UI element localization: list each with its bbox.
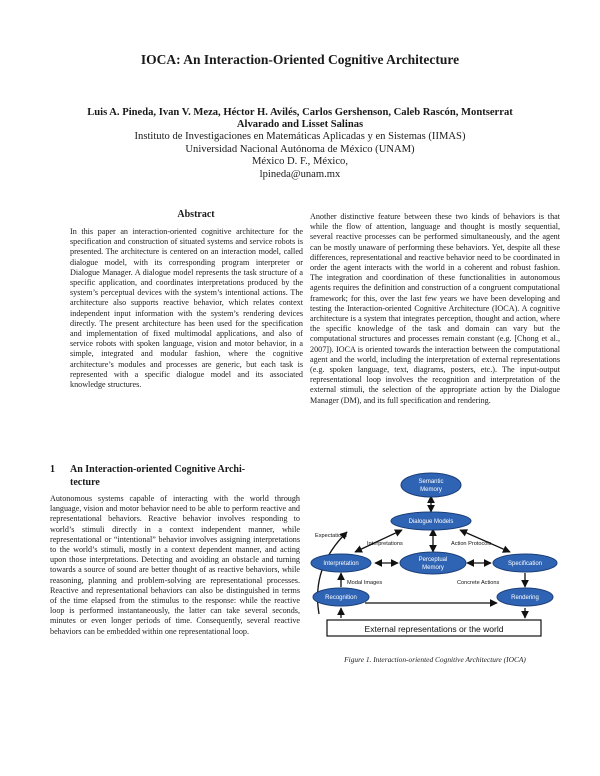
affiliation-university: Universidad Nacional Autónoma de México (UNAM): [185, 143, 415, 155]
affiliation-city: México D. F., México,: [252, 156, 348, 167]
right-column-text: Another distinctive feature between these two kinds of behaviors is that while the flow of attention, language and thought is mostly sequential, several reactive processes can be performed simultaneously, and the agent can be mostly unaware of performing these behaviors. Yet, despite all these differences, representational and reactive behavior need to be coordinated in order the agent interacts with the world in a coherent and robust fashion. The integration and coordination of these functionalities in autonomous agents requires the definition and construction of a congruent computational framework; for this, over the last few years we have been developing and testing the Interaction-oriented Cognitive Architecture (IOCA). A cognitive architecture is a system that integrates perception, thought and action, where the specific knowledge of the task and domain can vary but the computational structures and processes remain constant (e.g. [Chong et al., 2007]). IOCA is oriented towards the interaction between the computational agent and the world, including the interpretation of external representations (e.g. spoken language, text, diagrams, posters, etc.). The input-output representational loop involves the recognition and interpretation of the external stimuli, the selection of the appropriate action by the Dialogue Manager (DM), and its full specification and rendering.: [310, 212, 560, 405]
semantic-memory-node: [401, 473, 461, 497]
semantic-memory-label-2: Memory: [420, 487, 442, 493]
author-list: Luis A. Pineda, Ivan V. Meza, Héctor H. Avilés, Carlos Gershenson, Caleb Rascón, Montserrat Alvarado and Lisset Salinas: [87, 107, 513, 130]
recognition-label: Recognition: [325, 595, 357, 601]
section-heading-line2: tecture: [70, 477, 100, 488]
section-number: 1: [50, 464, 55, 475]
perceptual-memory-label-2: Memory: [422, 565, 444, 571]
affiliation-institute: Instituto de Investigaciones en Matemáticas Aplicadas y en Sistemas (IIMAS): [134, 131, 466, 142]
abstract-heading: Abstract: [177, 209, 215, 220]
section-heading: [50, 463, 300, 489]
diagram-nodes: [311, 473, 557, 636]
paper-title: IOCA: An Interaction-Oriented Cognitive Architecture: [140, 52, 460, 67]
action-protocols-label: Action Protocols: [451, 541, 492, 547]
external-world-label: External representations or the world: [364, 624, 504, 634]
abstract-body: [70, 227, 303, 390]
interpretations-label: Interpretations: [367, 541, 403, 547]
abstract-text: In this paper an interaction-oriented cognitive architecture for the specification and construction of situated systems and service robots is presented. The architecture is centered on an interaction model, called dialogue model, with its corresponding program interpreter or Dialogue Manager. A dialogue model represents the task structure of a specific application, and coordinates interpretations produced by the system’s perceptual devices with the system’s intentional actions. The architecture also supports reactive behavior, which relates context independent input information with the system’s rendering devices directly. The present architecture has been used for the specification and implementation of fixed multimodal applications, and also of service robots with spoken language, vision and motor behavior, in a simple, integrated and modular fashion, where the cognitive architecture’s modules and processes are generic, but each task is represented with a specific dialogue model and its associated knowledge structures.: [70, 227, 303, 390]
interpretation-label: Interpretation: [323, 561, 359, 567]
dialogue-models-label: Dialogue Models: [408, 519, 454, 525]
concrete-actions-label: Concrete Actions: [457, 580, 500, 586]
ioca-diagram: [305, 472, 565, 648]
section-text: Autonomous systems capable of interacting with the world through language, vision and motor behavior need to be able to perform reactive and representational behaviors. Reactive behavior involves responding to world’s stimuli directly in a context independent manner, while representational or “intentional” behavior involves assigning interpretations to the world’s stimuli, mostly in a context dependent manner, and acting upon those interpretations. Detecting and avoiding an obstacle and turning towards a source of sound are better thought of as reactive behaviors, while reasoning, planning and problem-solving are representational processes. Reactive and representational behaviors can also be distinguished in terms of the time elapsed from the stimulus to the response: while the reactive loop is performed instantaneously, the latter can take several seconds, minutes or even longer periods of time. Consequently, several reactive behaviors can be embedded within one representational loop.: [50, 494, 300, 636]
figure-caption: Figure 1. Interaction-oriented Cognitive Architecture (IOCA): [344, 655, 526, 664]
modal-images-label: Modal Images: [347, 580, 383, 586]
right-column: [310, 212, 560, 406]
section-heading-line1: An Interaction-oriented Cognitive Archi-: [70, 464, 246, 475]
section-body: [50, 494, 300, 637]
specification-label: Specification: [507, 561, 543, 567]
perceptual-memory-label-1: Perceptual: [418, 557, 448, 563]
affiliation-block: [70, 131, 530, 181]
rendering-label: Rendering: [511, 595, 539, 601]
author-email: lpineda@unam.mx: [259, 168, 341, 180]
semantic-memory-label-1: Semantic: [418, 479, 444, 485]
expectations-label: Expectations: [315, 533, 348, 539]
